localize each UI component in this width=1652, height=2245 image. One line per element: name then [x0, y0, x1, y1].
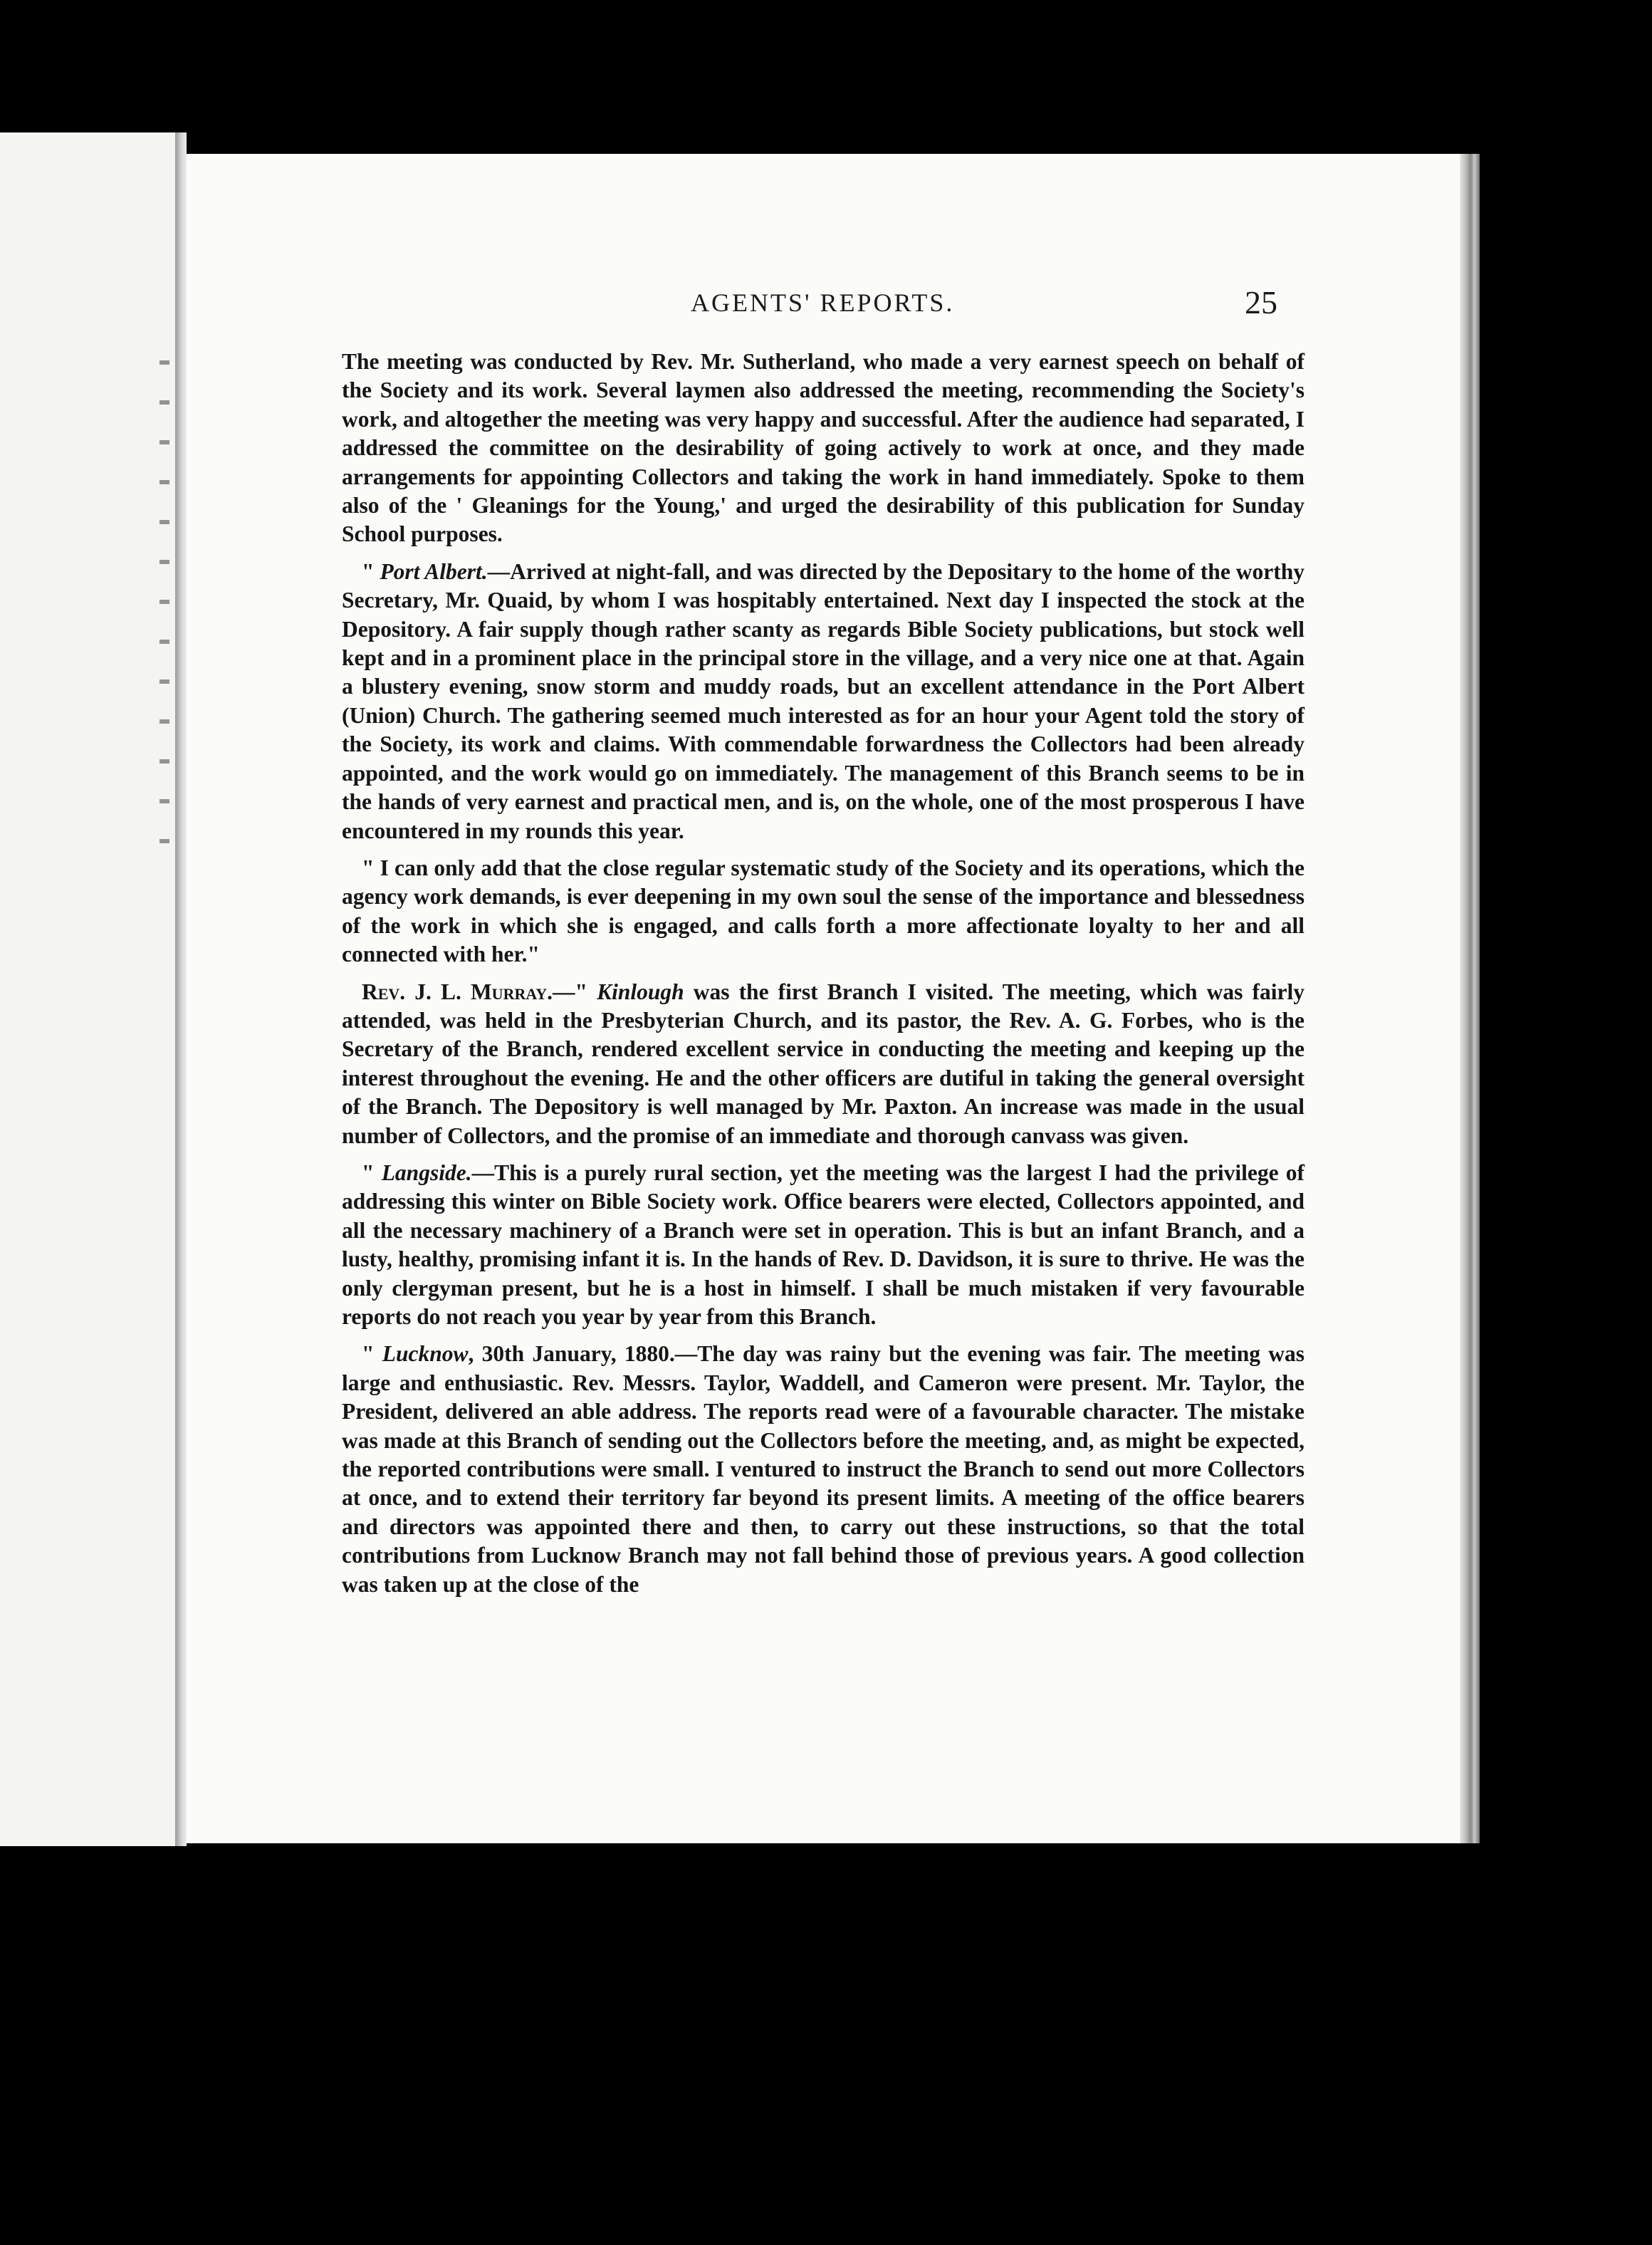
paragraph-sutherland: [342, 348, 1305, 549]
paragraph-port-albert: [342, 558, 1305, 845]
page-edges: [1460, 154, 1480, 1843]
facing-page-text-edge: [160, 360, 169, 859]
paragraph-lucknow: [342, 1340, 1305, 1599]
opening-quote: —": [552, 979, 597, 1004]
place-name: Langside.: [381, 1160, 472, 1185]
paragraph-kinlough: [342, 978, 1305, 1150]
page-body: [342, 348, 1305, 1608]
opening-quote: ": [362, 1341, 382, 1367]
running-head: AGENTS' REPORTS.: [691, 288, 955, 317]
place-name: Lucknow: [382, 1341, 469, 1367]
opening-quote: ": [362, 558, 380, 584]
page-number: 25: [1245, 284, 1277, 321]
place-name: Kinlough: [597, 979, 684, 1004]
opening-quote: ": [362, 1160, 382, 1185]
book-gutter: [175, 132, 187, 1846]
page-header: [187, 283, 1471, 326]
paragraph-text: —Arrived at night-fall, and was directed by the Depositary to the home of the worthy Secretary, Mr. Quaid, by whom I was hospitably entertained. Next day I inspected the stock at the Depository. A fair supply though rather scanty as regards Bible Society publications, but stock well kept and in a prominent place in the principal store in the village, and a very nice one at that. Again a blustery evening, snow storm and muddy roads, but an excellent attendance in the Port Albert (Union) Church. The gathering seemed much interested as for an hour your Agent told the story of the Society, its work and claims. With commendable forwardness the Collectors had been already appointed, and the work would go on immediately. The management of this Branch seems to be in the hands of very earnest and practical men, and is, on the whole, one of the most prosperous I have encountered in my rounds this year.: [342, 558, 1305, 843]
paragraph-text: , 30th January, 1880.—The day was rainy but the evening was fair. The meeting was large and enthusiastic. Rev. Messrs. Taylor, Waddell, and Cameron were present. Mr. Taylor, the President, delivered an able address. The reports read were of a favourable character. The mistake was made at this Branch of sending out the Collectors before the meeting, and, as might be expected, the reported contributions were small. I ventured to instruct the Branch to send out more Collectors at once, and to extend their territory far beyond its present limits. A meeting of the office bearers and directors was appointed there and then, to carry out these instructions, so that the total contributions from Lucknow Branch may not fall behind those of previous years. A good collection was taken up at the close of the: [342, 1341, 1305, 1597]
place-name: Port Albert.: [380, 558, 488, 584]
paragraph-text: —This is a purely rural section, yet the meeting was the largest I had the privilege of addressing this winter on Bible Society work. Office bearers were elected, Collectors appointed, and all the necessary machinery of a Branch were set in operation. This is but an infant Branch, and a lusty, healthy, promising infant it is. In the hands of Rev. D. Davidson, it is sure to thrive. He was the only clergyman present, but he is a host in himself. I shall be much mistaken if very favourable reports do not reach you year by year from this Branch.: [342, 1160, 1305, 1329]
agent-name: Rev. J. L. Murray.: [362, 979, 553, 1004]
facing-page: [0, 132, 175, 1846]
paragraph-text: " I can only add that the close regular systematic study of the Society and its operations, which the agency work demands, is ever deepening in my own soul the sense of the importance and blessedness of the work in which she is engaged, and calls forth a more affectionate loyalty to her and all connected with her.": [342, 855, 1305, 967]
paragraph-langside: [342, 1159, 1305, 1331]
paragraph-text: The meeting was conducted by Rev. Mr. Sutherland, who made a very earnest speech on behalf of the Society and its work. Several laymen also addressed the meeting, recommending the Society's work, and altogether the meeting was very happy and successful. After the audience had separated, I addressed the committee on the desirability of going actively to work at once, and they made arrangements for appointing Collectors and taking the work in hand immediately. Spoke to them also of the ' Gleanings for the Young,' and urged the desirability of this publication for Sunday School purposes.: [342, 349, 1305, 547]
paragraph-closing-remarks: [342, 854, 1305, 969]
paragraph-text: was the first Branch I visited. The meeting, which was fairly attended, was held in the Presbyterian Church, and its pastor, the Rev. A. G. Forbes, who is the Secretary of the Branch, rendered excellent service in conducting the meeting and keeping up the interest throughout the evening. He and the other officers are dutiful in taking the general oversight of the Branch. The Depository is well managed by Mr. Paxton. An increase was made in the usual number of Collectors, and the promise of an immediate and thorough canvass was given.: [342, 979, 1305, 1148]
